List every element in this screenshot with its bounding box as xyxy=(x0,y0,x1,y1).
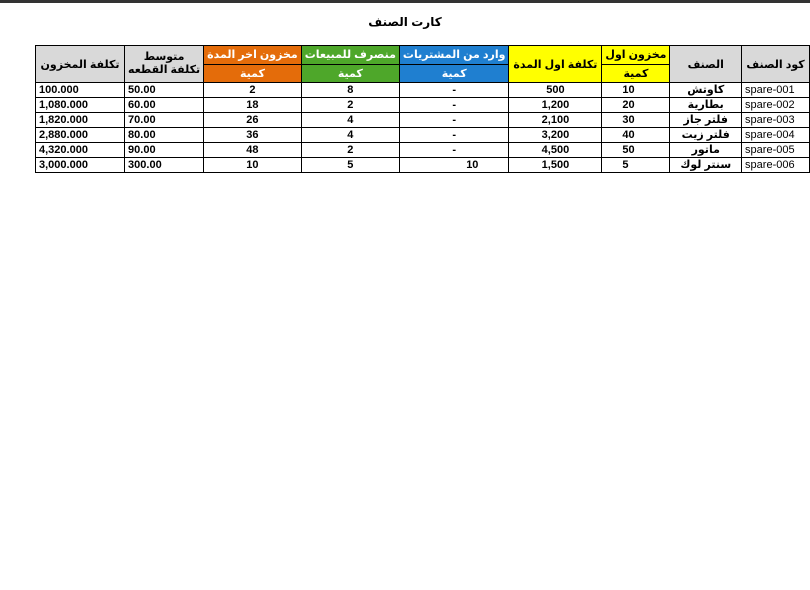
cell-purchase-qty: - xyxy=(399,143,509,158)
cell-sold-qty: 2 xyxy=(301,98,399,113)
cell-opening-cost: 4,500 xyxy=(509,143,602,158)
header-purchases-in: وارد من المشتريات xyxy=(399,46,509,65)
cell-purchase-qty: - xyxy=(399,113,509,128)
header-stock-cost: تكلفة المخزون xyxy=(36,46,125,83)
cell-sold-qty: 5 xyxy=(301,158,399,173)
cell-item-code: spare-005 xyxy=(742,143,810,158)
cell-opening-qty: 50 xyxy=(602,143,670,158)
page-top-border xyxy=(0,0,810,3)
cell-item: ماتور xyxy=(670,143,742,158)
cell-item-code: spare-002 xyxy=(742,98,810,113)
cell-closing-qty: 48 xyxy=(204,143,302,158)
header-item: الصنف xyxy=(670,46,742,83)
cell-avg-cost: 300.00 xyxy=(125,158,204,173)
header-avg-cost-line1: متوسط xyxy=(143,51,185,63)
header-avg-cost-line2: تكلفة القطعه xyxy=(128,64,201,76)
cell-item: فلتر جاز xyxy=(670,113,742,128)
cell-avg-cost: 70.00 xyxy=(125,113,204,128)
cell-item: سنتر لوك xyxy=(670,158,742,173)
table-row xyxy=(36,143,810,158)
item-card-table xyxy=(35,45,810,173)
cell-item: فلتر زيت xyxy=(670,128,742,143)
cell-stock-cost: 1,820.000 xyxy=(36,113,125,128)
header-purchase-qty: كمية xyxy=(399,64,509,83)
cell-opening-qty: 30 xyxy=(602,113,670,128)
header-closing-stock: مخزون اخر المدة xyxy=(204,46,302,65)
cell-sold-qty: 4 xyxy=(301,113,399,128)
cell-purchase-qty: - xyxy=(399,83,509,98)
table-row xyxy=(36,128,810,143)
cell-stock-cost: 3,000.000 xyxy=(36,158,125,173)
header-opening-qty: كمية xyxy=(602,64,670,83)
cell-stock-cost: 4,320.000 xyxy=(36,143,125,158)
header-item-code: كود الصنف xyxy=(742,46,810,83)
header-opening-stock: مخزون اول xyxy=(602,46,670,65)
cell-purchase-qty: - xyxy=(399,128,509,143)
cell-closing-qty: 18 xyxy=(204,98,302,113)
cell-stock-cost: 1,080.000 xyxy=(36,98,125,113)
cell-opening-qty: 5 xyxy=(602,158,670,173)
cell-stock-cost: 2,880.000 xyxy=(36,128,125,143)
cell-opening-cost: 2,100 xyxy=(509,113,602,128)
cell-opening-cost: 1,500 xyxy=(509,158,602,173)
header-avg-cost xyxy=(125,46,204,83)
cell-avg-cost: 50.00 xyxy=(125,83,204,98)
table-row xyxy=(36,98,810,113)
cell-opening-cost: 500 xyxy=(509,83,602,98)
cell-closing-qty: 2 xyxy=(204,83,302,98)
cell-sold-qty: 8 xyxy=(301,83,399,98)
table-row xyxy=(36,158,810,173)
cell-item-code: spare-006 xyxy=(742,158,810,173)
page-title: كارت الصنف xyxy=(368,15,442,29)
cell-closing-qty: 10 xyxy=(204,158,302,173)
cell-sold-qty: 2 xyxy=(301,143,399,158)
cell-opening-qty: 20 xyxy=(602,98,670,113)
cell-closing-qty: 26 xyxy=(204,113,302,128)
cell-avg-cost: 80.00 xyxy=(125,128,204,143)
cell-sold-qty: 4 xyxy=(301,128,399,143)
cell-item: كاوتش xyxy=(670,83,742,98)
cell-item-code: spare-004 xyxy=(742,128,810,143)
cell-opening-qty: 10 xyxy=(602,83,670,98)
cell-avg-cost: 90.00 xyxy=(125,143,204,158)
cell-avg-cost: 60.00 xyxy=(125,98,204,113)
cell-stock-cost: 100.000 xyxy=(36,83,125,98)
header-sold-issued: منصرف للمبيعات xyxy=(301,46,399,65)
table-row xyxy=(36,83,810,98)
table-row xyxy=(36,113,810,128)
cell-purchase-qty: 10 xyxy=(399,158,509,173)
cell-opening-cost: 1,200 xyxy=(509,98,602,113)
header-sold-qty: كمية xyxy=(301,64,399,83)
cell-item: بطارية xyxy=(670,98,742,113)
cell-item-code: spare-001 xyxy=(742,83,810,98)
cell-opening-cost: 3,200 xyxy=(509,128,602,143)
cell-closing-qty: 36 xyxy=(204,128,302,143)
header-opening-cost: تكلفة اول المدة xyxy=(509,46,602,83)
cell-opening-qty: 40 xyxy=(602,128,670,143)
header-closing-qty: كمية xyxy=(204,64,302,83)
cell-item-code: spare-003 xyxy=(742,113,810,128)
cell-purchase-qty: - xyxy=(399,98,509,113)
